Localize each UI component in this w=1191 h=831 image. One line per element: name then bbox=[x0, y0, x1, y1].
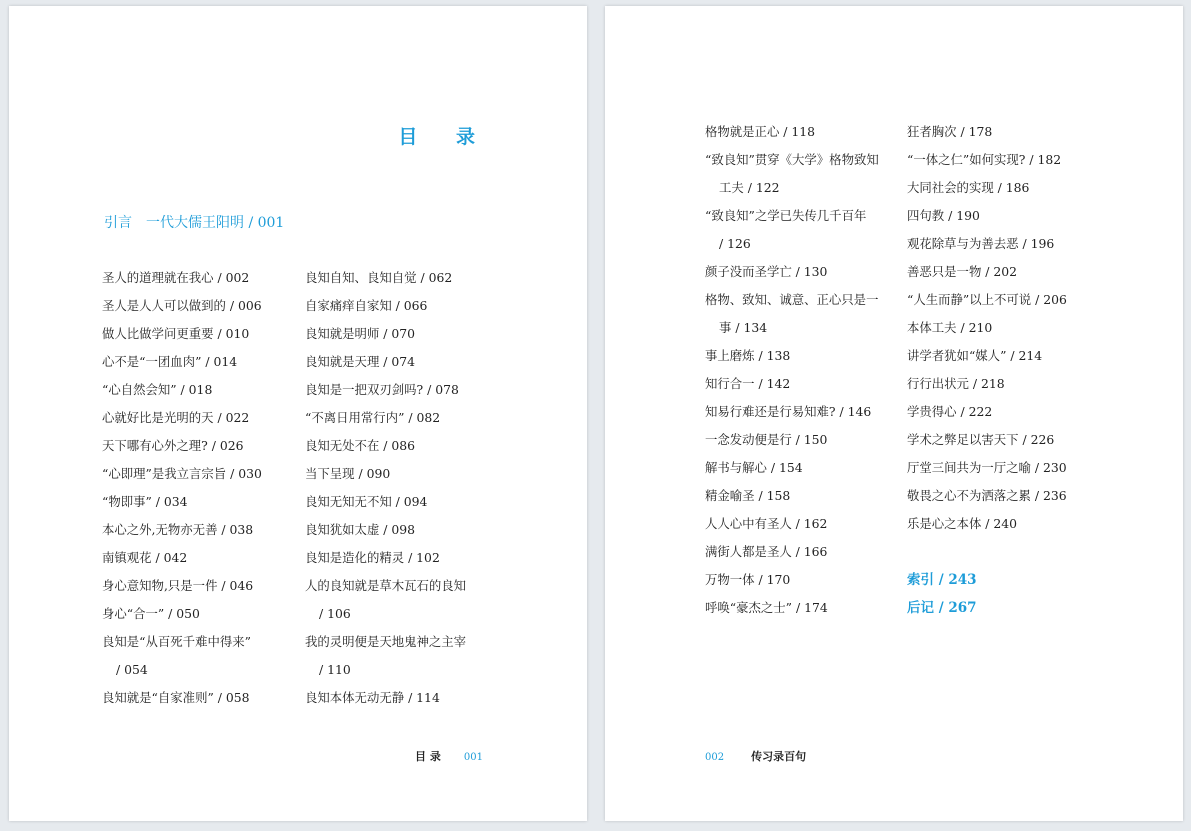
toc-entry[interactable]: 颜子没而圣学亡 / 130 bbox=[705, 264, 828, 279]
toc-entry[interactable]: 学术之弊足以害天下 / 226 bbox=[907, 432, 1055, 447]
toc-entry[interactable]: “心自然会知” / 018 bbox=[102, 382, 213, 397]
toc-entry[interactable]: 良知无知无不知 / 094 bbox=[305, 494, 428, 509]
toc-column-3 bbox=[705, 118, 879, 622]
toc-entry-continued[interactable]: / 110 bbox=[319, 662, 351, 677]
page-number: 001 bbox=[463, 752, 483, 763]
toc-entry[interactable]: 精金喻圣 / 158 bbox=[705, 488, 791, 503]
page-footer bbox=[705, 748, 806, 764]
toc-entry[interactable]: 呼唤“豪杰之士” / 174 bbox=[705, 600, 828, 615]
toc-entry-continued[interactable]: / 106 bbox=[319, 606, 351, 621]
toc-entry[interactable]: 观花除草与为善去恶 / 196 bbox=[907, 236, 1055, 251]
toc-entry[interactable]: 知易行难还是行易知难? / 146 bbox=[705, 404, 872, 419]
afterword-entry[interactable]: 后记 / 267 bbox=[907, 600, 977, 616]
toc-entry[interactable]: “不离日用常行内” / 082 bbox=[305, 410, 441, 425]
toc-entry[interactable]: 良知是一把双刃剑吗? / 078 bbox=[305, 382, 459, 397]
toc-entry[interactable]: 心就好比是光明的天 / 022 bbox=[102, 410, 250, 425]
toc-entry[interactable]: 厅堂三间共为一厅之喻 / 230 bbox=[907, 460, 1067, 475]
toc-entry[interactable]: 圣人的道理就在我心 / 002 bbox=[102, 270, 250, 285]
left-page bbox=[9, 6, 587, 821]
toc-column-4 bbox=[907, 118, 1067, 622]
toc-entry[interactable]: 人的良知就是草木瓦石的良知 bbox=[305, 578, 467, 593]
toc-entry[interactable]: 身心“合一” / 050 bbox=[102, 606, 200, 621]
toc-entry[interactable]: 事上磨炼 / 138 bbox=[705, 348, 791, 363]
toc-entry[interactable]: 当下呈现 / 090 bbox=[305, 466, 391, 481]
toc-entry[interactable]: 南镇观花 / 042 bbox=[102, 550, 188, 565]
toc-entry-continued[interactable]: 工夫 / 122 bbox=[719, 180, 780, 195]
toc-entry[interactable]: 良知犹如太虚 / 098 bbox=[305, 522, 416, 537]
toc-entry-continued[interactable]: 事 / 134 bbox=[719, 320, 768, 335]
toc-entry[interactable]: 本体工夫 / 210 bbox=[907, 320, 993, 335]
toc-entry[interactable]: 身心意知物,只是一件 / 046 bbox=[102, 578, 254, 593]
toc-entry[interactable]: “人生而静”以上不可说 / 206 bbox=[907, 292, 1067, 307]
footer-label: 目 录 bbox=[415, 750, 441, 763]
toc-entry[interactable]: 良知就是明师 / 070 bbox=[305, 326, 416, 341]
toc-entry[interactable]: 知行合一 / 142 bbox=[705, 376, 791, 391]
toc-entry[interactable]: 格物就是正心 / 118 bbox=[705, 124, 816, 139]
toc-entry[interactable]: 狂者胸次 / 178 bbox=[907, 124, 993, 139]
toc-entry[interactable]: 做人比做学问更重要 / 010 bbox=[102, 326, 250, 341]
toc-entry[interactable]: “心即理”是我立言宗旨 / 030 bbox=[102, 466, 262, 481]
index-entry[interactable]: 索引 / 243 bbox=[907, 572, 977, 588]
toc-entry[interactable]: 讲学者犹如“媒人” / 214 bbox=[907, 348, 1043, 363]
toc-entry[interactable]: 人人心中有圣人 / 162 bbox=[705, 516, 828, 531]
toc-entry[interactable]: “致良知”之学已失传几千百年 bbox=[705, 208, 867, 223]
toc-entry[interactable]: 良知无处不在 / 086 bbox=[305, 438, 416, 453]
intro-entry[interactable]: 引言 一代大儒王阳明 / 001 bbox=[104, 215, 285, 231]
toc-entry[interactable]: “致良知”贯穿《大学》格物致知 bbox=[705, 152, 879, 167]
toc-entry[interactable]: “一体之仁”如何实现? / 182 bbox=[907, 152, 1062, 167]
toc-column-2 bbox=[305, 264, 466, 712]
toc-entry[interactable]: 善恶只是一物 / 202 bbox=[907, 264, 1018, 279]
toc-entry[interactable]: 大同社会的实现 / 186 bbox=[907, 180, 1030, 195]
toc-entry[interactable]: 心不是“一团血肉” / 014 bbox=[102, 354, 238, 369]
toc-entry[interactable]: 四句教 / 190 bbox=[907, 208, 980, 223]
toc-entry[interactable]: 圣人是人人可以做到的 / 006 bbox=[102, 298, 262, 313]
toc-entry[interactable]: 满街人都是圣人 / 166 bbox=[705, 544, 828, 559]
toc-column-1 bbox=[102, 264, 262, 712]
toc-entry[interactable]: 格物、致知、诚意、正心只是一 bbox=[705, 292, 879, 307]
toc-entry[interactable]: 我的灵明便是天地鬼神之主宰 bbox=[305, 634, 467, 649]
toc-entry[interactable]: 良知是“从百死千难中得来” bbox=[102, 634, 251, 649]
toc-entry-continued[interactable]: / 054 bbox=[116, 662, 148, 677]
toc-entry[interactable]: 万物一体 / 170 bbox=[705, 572, 791, 587]
toc-entry[interactable]: 敬畏之心不为洒落之累 / 236 bbox=[907, 488, 1067, 503]
right-page bbox=[605, 6, 1183, 821]
book-title-footer: 传习录百句 bbox=[751, 750, 807, 763]
toc-entry[interactable]: 乐是心之本体 / 240 bbox=[907, 516, 1018, 531]
page-number: 002 bbox=[705, 752, 725, 763]
toc-entry[interactable]: “物即事” / 034 bbox=[102, 494, 188, 509]
toc-entry[interactable]: 学贵得心 / 222 bbox=[907, 404, 993, 419]
toc-entry[interactable]: 良知就是天理 / 074 bbox=[305, 354, 416, 369]
toc-entry[interactable]: 良知就是“自家准则” / 058 bbox=[102, 690, 250, 705]
toc-entry[interactable]: 良知是造化的精灵 / 102 bbox=[305, 550, 440, 565]
page-footer bbox=[415, 748, 483, 764]
toc-entry[interactable]: 行行出状元 / 218 bbox=[907, 376, 1005, 391]
toc-entry[interactable]: 一念发动便是行 / 150 bbox=[705, 432, 828, 447]
toc-entry[interactable]: 良知自知、良知自觉 / 062 bbox=[305, 270, 453, 285]
toc-entry[interactable]: 本心之外,无物亦无善 / 038 bbox=[102, 522, 254, 537]
toc-entry[interactable]: 天下哪有心外之理? / 026 bbox=[102, 438, 244, 453]
toc-entry[interactable]: 解书与解心 / 154 bbox=[705, 460, 803, 475]
toc-entry[interactable]: 自家痛痒自家知 / 066 bbox=[305, 298, 428, 313]
toc-entry[interactable]: 良知本体无动无静 / 114 bbox=[305, 690, 440, 705]
page-title: 目 录 bbox=[398, 126, 491, 148]
toc-entry-continued[interactable]: / 126 bbox=[719, 236, 751, 251]
